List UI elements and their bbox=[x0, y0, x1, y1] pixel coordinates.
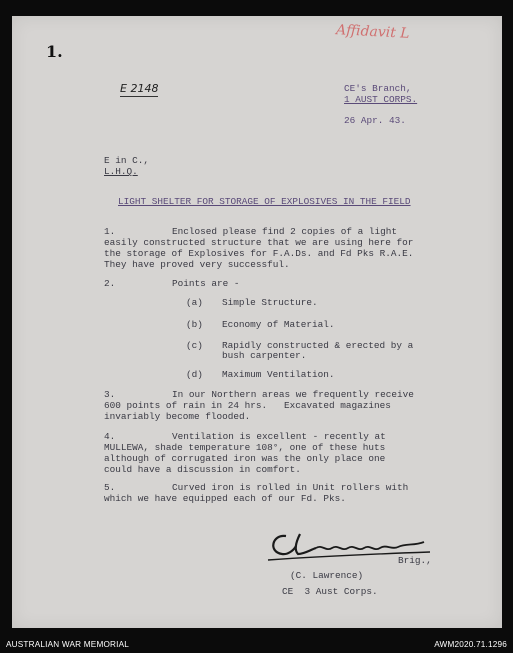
point-text: Simple Structure. bbox=[222, 297, 318, 308]
para4-line: Ventilation is excellent - recently at bbox=[172, 431, 386, 442]
para1-line: They have proved very successful. bbox=[104, 259, 290, 270]
header-date: 26 Apr. 43. bbox=[344, 115, 406, 126]
point-text: Rapidly constructed & erected by a bbox=[222, 340, 414, 351]
para1-line: Enclosed please find 2 copies of a light bbox=[172, 226, 398, 237]
point-text: Economy of Material. bbox=[222, 319, 335, 330]
handwritten-annotation: Affidavit L bbox=[335, 22, 410, 42]
header-branch: CE's Branch, bbox=[344, 83, 412, 94]
point-text: Maximum Ventilation. bbox=[222, 369, 335, 380]
point-text-continued: bush carpenter. bbox=[222, 350, 307, 361]
para3-line: 600 points of rain in 24 hrs. Excavated magazines bbox=[104, 400, 391, 411]
para1-line: easily constructed structure that we are using here for bbox=[104, 237, 414, 248]
point-label: (d) bbox=[186, 369, 203, 380]
addressee-line2: L.H.Q. bbox=[104, 166, 138, 177]
para4-number: 4. bbox=[104, 431, 116, 442]
footer-archive-name: AUSTRALIAN WAR MEMORIAL bbox=[6, 640, 130, 649]
para4-line: could have a discussion in comfort. bbox=[104, 464, 301, 475]
margin-mark: 1. bbox=[46, 42, 63, 61]
para3-line: In our Northern areas we frequently receive bbox=[172, 389, 414, 400]
point-label: (a) bbox=[186, 297, 203, 308]
signature-title: CE 3 Aust Corps. bbox=[282, 586, 378, 597]
file-reference: E 2148 bbox=[120, 82, 159, 95]
para1-number: 1. bbox=[104, 226, 116, 237]
footer-accession-number: AWM2020.71.1296 bbox=[434, 640, 507, 649]
para2-intro: Points are - bbox=[172, 278, 240, 289]
para5-line: Curved iron is rolled in Unit rollers with bbox=[172, 482, 409, 493]
para5-line: which we have equipped each of our Fd. Pks. bbox=[104, 493, 346, 504]
header-corps: 1 AUST CORPS. bbox=[344, 94, 418, 105]
para2-number: 2. bbox=[104, 278, 116, 289]
para3-number: 3. bbox=[104, 389, 116, 400]
para4-line: MULLEWA, shade temperature 108°, one of these huts bbox=[104, 442, 386, 453]
subject-heading: LIGHT SHELTER FOR STORAGE OF EXPLOSIVES IN THE FIELD bbox=[118, 196, 411, 207]
para1-line: the storage of Explosives for F.A.Ds. and Fd Pks R.A.E. bbox=[104, 248, 414, 259]
addressee-line1: E in C., bbox=[104, 155, 150, 166]
para3-line: invariably become flooded. bbox=[104, 411, 251, 422]
signature-rank: Brig., bbox=[398, 555, 432, 566]
point-label: (b) bbox=[186, 319, 203, 330]
para4-line: although of corrugated iron was the only place one bbox=[104, 453, 386, 464]
point-label: (c) bbox=[186, 340, 203, 351]
para5-number: 5. bbox=[104, 482, 116, 493]
signature-name: (C. Lawrence) bbox=[290, 570, 364, 581]
